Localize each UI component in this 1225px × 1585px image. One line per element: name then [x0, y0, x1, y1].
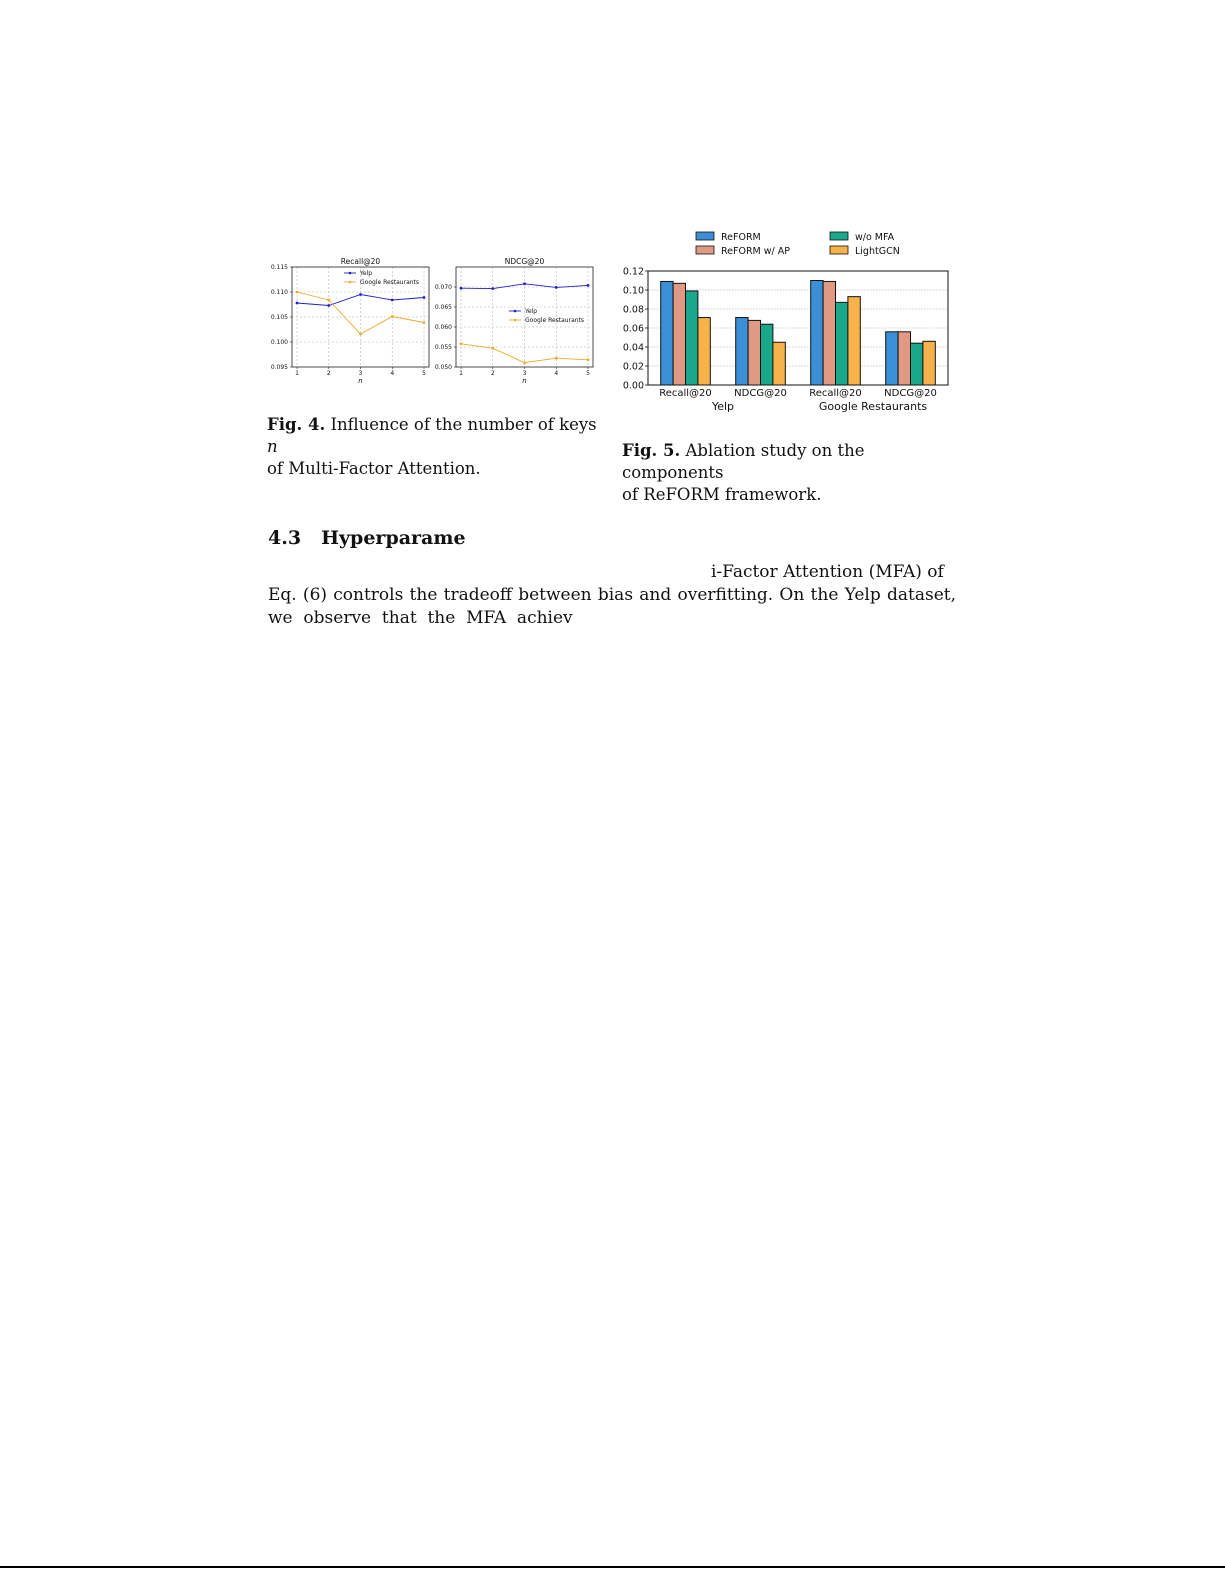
legend-label: Google Restaurants: [360, 279, 420, 286]
category-label: NDCG@20: [884, 388, 937, 399]
figure-4-caption: [267, 414, 607, 480]
category-label: Recall@20: [659, 388, 712, 399]
data-point: [423, 321, 426, 324]
data-point: [460, 287, 463, 290]
page-bottom-rule: [0, 1566, 1225, 1568]
figure-5-caption: [622, 440, 962, 506]
legend-label: ReFORM w/ AP: [721, 246, 790, 257]
bar-w-o-mfa: [836, 302, 848, 385]
bar-lightgcn: [923, 341, 935, 385]
legend-swatch: [830, 232, 848, 240]
chart-title: NDCG@20: [504, 257, 545, 266]
y-tick-label: 0.06: [622, 323, 644, 335]
x-tick-label: 2: [490, 370, 495, 377]
legend-label: Yelp: [525, 308, 538, 315]
legend-swatch: [830, 246, 848, 254]
section-heading: [268, 527, 466, 549]
figure-4: [262, 254, 602, 398]
bar-reform: [736, 318, 748, 385]
data-point: [555, 286, 558, 289]
bar-reform: [661, 281, 673, 385]
chart-title: Recall@20: [340, 257, 381, 266]
y-tick-label: 0.060: [434, 324, 452, 331]
bar-reform-w-ap: [823, 281, 835, 385]
category-label: NDCG@20: [734, 388, 787, 399]
legend-label: w/o MFA: [855, 232, 895, 243]
data-point: [327, 299, 330, 302]
data-point: [296, 291, 299, 294]
bar-lightgcn: [698, 318, 710, 385]
group-label: Google Restaurants: [818, 400, 928, 413]
legend-swatch: [696, 246, 714, 254]
bar-w-o-mfa: [686, 291, 698, 385]
section-title: Hyperparame: [321, 527, 466, 549]
y-tick-label: 0.105: [270, 314, 288, 321]
figure-4-caption-var: n: [267, 437, 278, 456]
data-point: [523, 361, 526, 364]
data-point: [491, 287, 494, 290]
data-point: [460, 342, 463, 345]
y-tick-label: 0.04: [622, 342, 644, 354]
x-tick-label: 5: [422, 370, 426, 377]
y-tick-label: 0.095: [270, 364, 288, 371]
y-tick-label: 0.08: [622, 304, 644, 316]
bar-reform-w-ap: [898, 332, 910, 385]
y-tick-label: 0.100: [270, 339, 288, 346]
legend-swatch: [696, 232, 714, 240]
legend-label: Yelp: [360, 270, 373, 277]
bar-w-o-mfa: [761, 324, 773, 385]
x-tick-label: 1: [295, 370, 299, 377]
y-tick-label: 0.00: [622, 380, 644, 392]
legend-marker: [349, 272, 352, 275]
legend-label: Google Restaurants: [525, 317, 585, 324]
data-point: [296, 302, 299, 305]
figure-4-charts: [262, 254, 602, 394]
y-tick-label: 0.065: [434, 304, 452, 311]
bar-reform-w-ap: [748, 320, 760, 385]
legend-label: ReFORM: [721, 232, 761, 243]
data-point: [359, 333, 362, 336]
bar-reform: [886, 332, 898, 385]
fig4-panel-1: [271, 257, 429, 385]
paragraph-line-3: we observe that the MFA achiev: [268, 608, 573, 628]
x-tick-label: 1: [459, 370, 463, 377]
data-point: [555, 357, 558, 360]
bar-reform-w-ap: [673, 283, 685, 385]
data-point: [587, 358, 590, 361]
data-point: [523, 282, 526, 285]
figure-4-caption-text: Influence of the number of keys: [330, 415, 597, 434]
x-axis-label: n: [358, 377, 363, 385]
data-point: [391, 299, 394, 302]
y-tick-label: 0.115: [270, 264, 288, 271]
figure-5-caption-text: Ablation study on the components: [622, 441, 865, 482]
x-tick-label: 3: [358, 370, 363, 377]
data-point: [423, 296, 426, 299]
data-point: [391, 315, 394, 318]
x-tick-label: 5: [586, 370, 590, 377]
figure-4-caption-line2: of Multi-Factor Attention.: [267, 459, 481, 478]
figure-5-label: Fig. 5.: [622, 441, 681, 460]
x-tick-label: 3: [522, 370, 527, 377]
section-number: 4.3: [268, 527, 302, 549]
data-point: [491, 347, 494, 350]
y-tick-label: 0.10: [622, 285, 644, 297]
category-label: Recall@20: [809, 388, 862, 399]
bar-lightgcn: [848, 297, 860, 385]
bar-lightgcn: [773, 342, 785, 385]
paragraph-line-1: i-Factor Attention (MFA) of: [711, 562, 944, 582]
data-point: [327, 304, 330, 307]
group-label: Yelp: [711, 400, 735, 413]
x-tick-label: 2: [326, 370, 331, 377]
y-tick-label: 0.055: [434, 344, 452, 351]
x-tick-label: 4: [554, 370, 559, 377]
y-tick-label: 0.050: [434, 364, 452, 371]
figure-5-chart: [618, 228, 958, 418]
figure-5: [618, 228, 958, 422]
legend-marker: [514, 319, 517, 322]
y-tick-label: 0.070: [434, 284, 452, 291]
y-tick-label: 0.110: [270, 289, 288, 296]
legend-label: LightGCN: [855, 246, 900, 257]
figure-5-caption-line2: of ReFORM framework.: [622, 485, 822, 504]
bar-w-o-mfa: [911, 343, 923, 385]
y-tick-label: 0.02: [622, 361, 644, 373]
fig4-panel-2: [435, 257, 593, 385]
legend-marker: [349, 281, 352, 284]
data-point: [359, 293, 362, 296]
figure-4-label: Fig. 4.: [267, 415, 326, 434]
y-tick-label: 0.12: [622, 266, 644, 278]
data-point: [587, 284, 590, 287]
x-axis-label: n: [522, 377, 527, 385]
paragraph-line-2: Eq. (6) controls the tradeoff between bias and overfitting. On the Yelp dataset,: [268, 585, 956, 605]
legend-marker: [514, 310, 517, 313]
x-tick-label: 4: [390, 370, 395, 377]
bar-reform: [811, 281, 823, 386]
